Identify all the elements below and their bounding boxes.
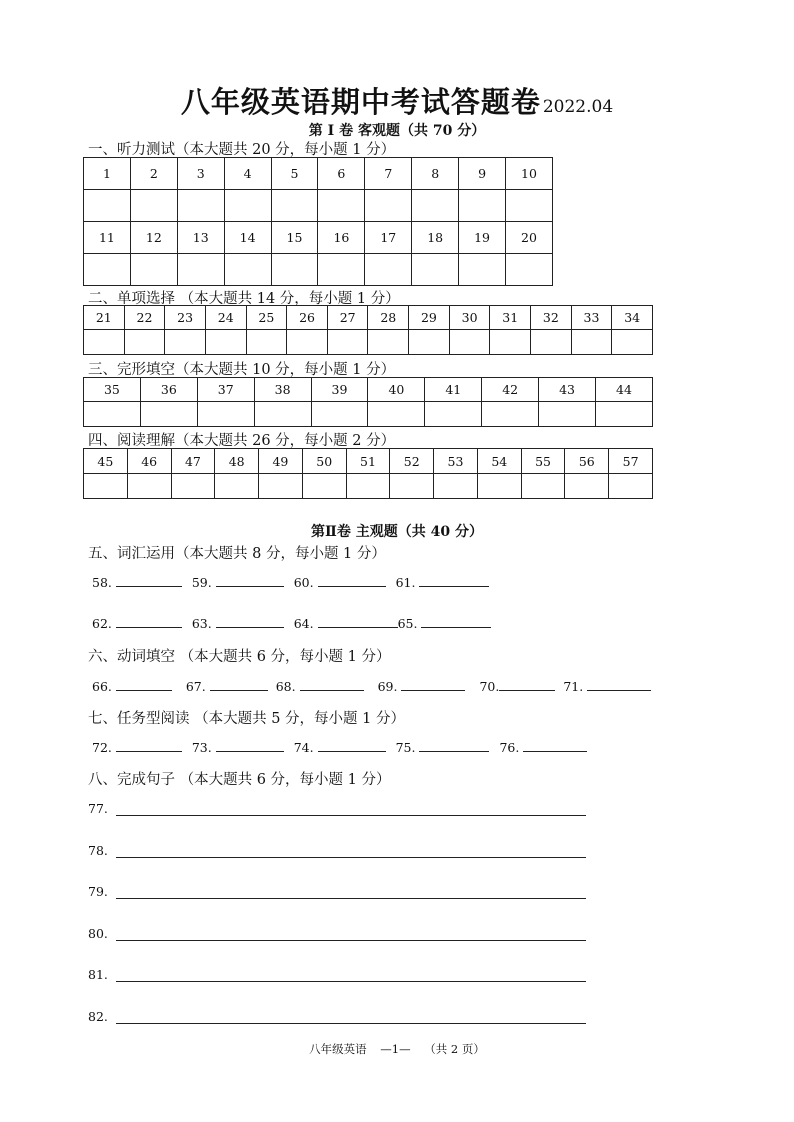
item-label: 59.: [191, 575, 212, 590]
answer-cell[interactable]: [596, 402, 653, 427]
vocab-row-2: [92, 616, 491, 631]
page-footer: [0, 1041, 794, 1057]
sentence-answer-line[interactable]: [116, 815, 586, 816]
item-label: 69.: [377, 679, 398, 694]
answer-blank[interactable]: [216, 585, 284, 587]
question-number-cell: 1: [84, 158, 131, 190]
item-label: 72.: [92, 740, 112, 755]
question-number-cell: 8: [412, 158, 459, 190]
sentence-label: 80.: [88, 926, 108, 941]
answer-cell[interactable]: [490, 330, 531, 355]
answer-blank[interactable]: [216, 750, 284, 752]
answer-cell[interactable]: [612, 330, 653, 355]
question-number-cell: 50: [302, 449, 346, 474]
question-number-cell: 48: [215, 449, 259, 474]
answer-cell[interactable]: [165, 330, 206, 355]
answer-cell[interactable]: [124, 330, 165, 355]
answer-cell[interactable]: [346, 474, 390, 499]
section-sentences-heading: 八、完成句子 （本大题共 6 分，每小题 1 分）: [88, 772, 391, 788]
answer-cell[interactable]: [565, 474, 609, 499]
sentence-answer-line[interactable]: [116, 1023, 586, 1024]
question-number-cell: 33: [571, 306, 612, 330]
question-number-cell: 36: [140, 378, 197, 402]
sentence-label: 81.: [88, 967, 108, 982]
question-number-cell: 4: [224, 158, 271, 190]
answer-cell[interactable]: [177, 254, 224, 286]
question-number-cell: 13: [177, 222, 224, 254]
answer-cell[interactable]: [459, 254, 506, 286]
answer-cell[interactable]: [571, 330, 612, 355]
vocab-row-1: [92, 575, 489, 590]
answer-row: [84, 330, 653, 355]
item-label: 61.: [395, 575, 416, 590]
question-number-cell: 26: [287, 306, 328, 330]
footer-total-pages: （共 2 页）: [424, 1042, 485, 1056]
answer-cell[interactable]: [365, 254, 412, 286]
task-row: [92, 740, 587, 755]
question-number-cell: 19: [459, 222, 506, 254]
question-number-cell: 52: [390, 449, 434, 474]
question-number-cell: 47: [171, 449, 215, 474]
question-number-cell: 29: [409, 306, 450, 330]
answer-cell[interactable]: [271, 190, 318, 222]
section-task-heading: 七、任务型阅读 （本大题共 5 分，每小题 1 分）: [88, 711, 405, 727]
answer-cell[interactable]: [412, 190, 459, 222]
answer-cell[interactable]: [197, 402, 254, 427]
cloze-answer-grid: [83, 377, 653, 427]
question-number-cell: 5: [271, 158, 318, 190]
answer-cell[interactable]: [205, 330, 246, 355]
answer-row: [84, 402, 653, 427]
sentence-answer-line[interactable]: [116, 898, 586, 899]
answer-cell[interactable]: [140, 402, 197, 427]
answer-blank[interactable]: [116, 750, 182, 752]
question-number-row: [84, 306, 653, 330]
question-number-cell: 43: [539, 378, 596, 402]
answer-cell[interactable]: [254, 402, 311, 427]
question-number-cell: 20: [506, 222, 553, 254]
section-listening-heading: 一、听力测试（本大题共 20 分，每小题 1 分）: [88, 142, 396, 158]
item-label: 75.: [395, 740, 416, 755]
exam-title: [0, 80, 794, 121]
answer-blank[interactable]: [216, 626, 284, 628]
question-number-cell: 24: [205, 306, 246, 330]
sentence-label: 82.: [88, 1009, 108, 1024]
question-number-cell: 21: [84, 306, 125, 330]
answer-cell[interactable]: [449, 330, 490, 355]
question-number-cell: 53: [434, 449, 478, 474]
answer-cell[interactable]: [506, 254, 553, 286]
question-number-cell: 17: [365, 222, 412, 254]
answer-cell[interactable]: [482, 402, 539, 427]
question-number-cell: 39: [311, 378, 368, 402]
question-number-cell: 27: [327, 306, 368, 330]
answer-blank[interactable]: [318, 626, 398, 628]
question-number-cell: 46: [127, 449, 171, 474]
answer-cell[interactable]: [84, 190, 131, 222]
exam-date: 2022.04: [542, 97, 614, 117]
exam-title-text: 八年级英语期中考试答题卷: [180, 85, 541, 119]
answer-cell[interactable]: [127, 474, 171, 499]
answer-blank[interactable]: [210, 689, 268, 691]
sentence-label: 78.: [88, 843, 108, 858]
question-number-cell: 55: [521, 449, 565, 474]
question-number-cell: 16: [318, 222, 365, 254]
answer-cell[interactable]: [224, 254, 271, 286]
part2-heading: 第Ⅱ卷 主观题（共 40 分）: [311, 524, 483, 540]
answer-cell[interactable]: [84, 474, 128, 499]
answer-blank[interactable]: [401, 689, 465, 691]
reading-answer-grid: [83, 448, 653, 499]
item-label: 76.: [499, 740, 520, 755]
item-label: 62.: [92, 616, 112, 631]
answer-cell[interactable]: [434, 474, 478, 499]
sentence-answer-line[interactable]: [116, 981, 586, 982]
answer-cell[interactable]: [130, 190, 177, 222]
answer-cell[interactable]: [177, 190, 224, 222]
question-number-cell: 38: [254, 378, 311, 402]
answer-cell[interactable]: [412, 254, 459, 286]
sentence-label: 77.: [88, 801, 108, 816]
part1-heading: 第 I 卷 客观题（共 70 分）: [308, 123, 486, 139]
footer-subject: 八年级英语: [309, 1042, 367, 1056]
answer-cell[interactable]: [506, 190, 553, 222]
item-label: 66.: [92, 679, 112, 694]
answer-blank[interactable]: [523, 750, 587, 752]
question-number-cell: 56: [565, 449, 609, 474]
answer-cell[interactable]: [609, 474, 653, 499]
item-label: 67.: [185, 679, 206, 694]
answer-cell[interactable]: [84, 330, 125, 355]
question-number-row: [84, 222, 553, 254]
question-number-cell: 35: [84, 378, 141, 402]
answer-blank[interactable]: [419, 750, 489, 752]
answer-cell[interactable]: [302, 474, 346, 499]
answer-cell[interactable]: [318, 254, 365, 286]
answer-cell[interactable]: [130, 254, 177, 286]
listening-answer-grid: [83, 157, 553, 286]
answer-blank[interactable]: [499, 689, 555, 691]
answer-cell[interactable]: [246, 330, 287, 355]
question-number-cell: 40: [368, 378, 425, 402]
question-number-cell: 51: [346, 449, 390, 474]
answer-cell[interactable]: [521, 474, 565, 499]
question-number-cell: 23: [165, 306, 206, 330]
question-number-cell: 10: [506, 158, 553, 190]
item-label: 65.: [397, 616, 418, 631]
answer-cell[interactable]: [171, 474, 215, 499]
answer-cell[interactable]: [365, 190, 412, 222]
answer-cell[interactable]: [271, 254, 318, 286]
choice-answer-grid: [83, 305, 653, 355]
question-number-cell: 12: [130, 222, 177, 254]
answer-cell[interactable]: [327, 330, 368, 355]
answer-cell[interactable]: [224, 190, 271, 222]
answer-cell[interactable]: [459, 190, 506, 222]
answer-blank[interactable]: [318, 585, 386, 587]
answer-blank[interactable]: [116, 626, 182, 628]
verbs-row: [92, 679, 651, 694]
sentence-answer-line[interactable]: [116, 940, 586, 941]
item-label: 60.: [293, 575, 314, 590]
item-label: 74.: [293, 740, 314, 755]
question-number-cell: 28: [368, 306, 409, 330]
question-number-cell: 7: [365, 158, 412, 190]
answer-cell[interactable]: [84, 254, 131, 286]
answer-cell[interactable]: [531, 330, 572, 355]
answer-cell[interactable]: [390, 474, 434, 499]
question-number-cell: 49: [259, 449, 303, 474]
question-number-cell: 14: [224, 222, 271, 254]
item-label: 58.: [92, 575, 112, 590]
question-number-cell: 2: [130, 158, 177, 190]
question-number-cell: 11: [84, 222, 131, 254]
question-number-cell: 37: [197, 378, 254, 402]
answer-cell[interactable]: [259, 474, 303, 499]
answer-cell[interactable]: [318, 190, 365, 222]
answer-cell[interactable]: [368, 330, 409, 355]
answer-blank[interactable]: [587, 689, 651, 691]
answer-row: [84, 190, 553, 222]
question-number-cell: 22: [124, 306, 165, 330]
answer-row: [84, 474, 653, 499]
sentence-answer-line[interactable]: [116, 857, 586, 858]
footer-page-number: —1—: [380, 1042, 411, 1056]
question-number-cell: 41: [425, 378, 482, 402]
answer-blank[interactable]: [116, 585, 182, 587]
question-number-cell: 9: [459, 158, 506, 190]
item-label: 70.: [479, 679, 500, 694]
question-number-cell: 42: [482, 378, 539, 402]
answer-blank[interactable]: [421, 626, 491, 628]
section-verbs-heading: 六、动词填空 （本大题共 6 分，每小题 1 分）: [88, 649, 391, 665]
question-number-row: [84, 378, 653, 402]
answer-cell[interactable]: [287, 330, 328, 355]
answer-row: [84, 254, 553, 286]
question-number-cell: 45: [84, 449, 128, 474]
item-label: 63.: [191, 616, 212, 631]
question-number-row: [84, 449, 653, 474]
question-number-cell: 18: [412, 222, 459, 254]
question-number-cell: 6: [318, 158, 365, 190]
item-label: 64.: [293, 616, 314, 631]
question-number-cell: 25: [246, 306, 287, 330]
item-label: 68.: [275, 679, 296, 694]
answer-cell[interactable]: [539, 402, 596, 427]
answer-cell[interactable]: [477, 474, 521, 499]
question-number-row: [84, 158, 553, 190]
answer-cell[interactable]: [425, 402, 482, 427]
item-label: 73.: [191, 740, 212, 755]
question-number-cell: 34: [612, 306, 653, 330]
answer-blank[interactable]: [116, 689, 172, 691]
answer-cell[interactable]: [84, 402, 141, 427]
question-number-cell: 44: [596, 378, 653, 402]
answer-cell[interactable]: [311, 402, 368, 427]
answer-cell[interactable]: [215, 474, 259, 499]
question-number-cell: 3: [177, 158, 224, 190]
answer-cell[interactable]: [409, 330, 450, 355]
question-number-cell: 31: [490, 306, 531, 330]
item-label: 71.: [563, 679, 584, 694]
question-number-cell: 57: [609, 449, 653, 474]
question-number-cell: 15: [271, 222, 318, 254]
answer-blank[interactable]: [419, 585, 489, 587]
section-vocab-heading: 五、词汇运用（本大题共 8 分，每小题 1 分）: [88, 546, 386, 562]
question-number-cell: 32: [531, 306, 572, 330]
question-number-cell: 54: [477, 449, 521, 474]
question-number-cell: 30: [449, 306, 490, 330]
sentence-label: 79.: [88, 884, 108, 899]
answer-cell[interactable]: [368, 402, 425, 427]
section-cloze-heading: 三、完形填空（本大题共 10 分，每小题 1 分）: [88, 362, 396, 378]
section-choice-heading: 二、单项选择 （本大题共 14 分，每小题 1 分）: [88, 291, 400, 307]
section-reading-heading: 四、阅读理解（本大题共 26 分，每小题 2 分）: [88, 433, 396, 449]
answer-blank[interactable]: [318, 750, 386, 752]
answer-blank[interactable]: [300, 689, 364, 691]
